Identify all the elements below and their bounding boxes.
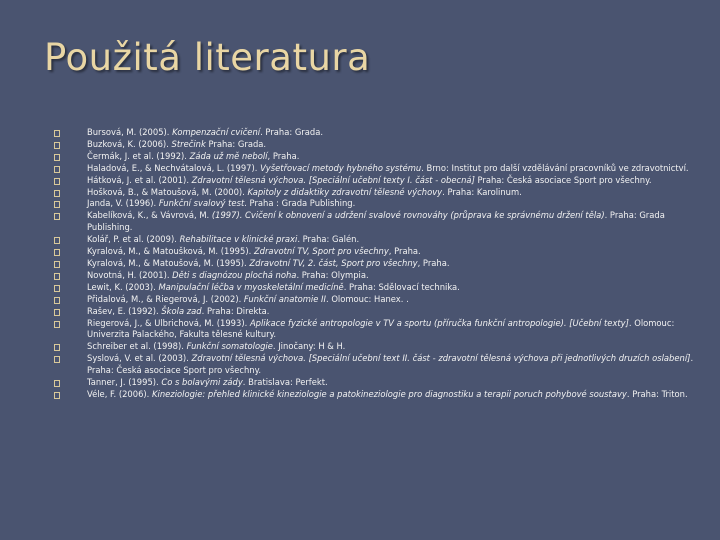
reference-text xyxy=(87,258,694,270)
reference-publisher: . Praha: Grada Publishing. xyxy=(87,210,665,233)
reference-publisher: . Praha: Olympia. xyxy=(296,269,369,280)
reference-author-year: Syslová, V. et al. (2003). xyxy=(87,353,192,364)
list-item xyxy=(54,246,694,258)
square-bullet-icon xyxy=(54,130,60,137)
reference-title: Funkční svalový test xyxy=(158,198,245,209)
square-bullet-icon xyxy=(54,166,60,173)
square-bullet-icon xyxy=(54,237,60,244)
reference-author-year: Janda, V. (1996). xyxy=(87,198,159,209)
reference-title: Zdravotní tělesná výchova. [Speciální učební texty I. část - obecná] xyxy=(191,174,475,185)
reference-author-year: Kyralová, M., & Matoušová, M. (1995). xyxy=(87,257,250,268)
list-item xyxy=(54,258,694,270)
reference-title: Škola zad xyxy=(161,305,202,316)
reference-title: Rehabilitace v klinické praxi xyxy=(179,234,298,245)
reference-title: Vyšetřovací metody hybného systému xyxy=(260,162,422,173)
reference-author-year: Buzková, K. (2006). xyxy=(87,138,172,149)
reference-author-year: Schreiber et al. (1998). xyxy=(87,341,187,352)
reference-publisher: Praha: Grada. xyxy=(205,138,267,149)
list-item xyxy=(54,198,694,210)
reference-text xyxy=(87,127,694,139)
reference-author-year: Véle, F. (2006). xyxy=(87,388,153,399)
square-bullet-icon xyxy=(54,201,60,208)
list-item xyxy=(54,234,694,246)
reference-title: Kapitoly z didaktiky zdravotní tělesné výchovy xyxy=(247,186,443,197)
reference-text xyxy=(87,341,694,353)
reference-author-year: Novotná, H. (2001). xyxy=(87,269,173,280)
page-title: Použitá literatura xyxy=(44,36,371,79)
reference-author-year: Haladová, E., & Nechvátalová, L. (1997). xyxy=(87,162,261,173)
reference-text xyxy=(87,377,694,389)
reference-publisher: , Praha. xyxy=(267,150,300,161)
list-item xyxy=(54,306,694,318)
reference-title: Strečink xyxy=(171,138,206,149)
reference-text xyxy=(87,151,694,163)
reference-publisher: . Olomouc: Hanex. . xyxy=(326,293,409,304)
square-bullet-icon xyxy=(54,380,60,387)
reference-title: Kompenzační cvičení xyxy=(172,127,261,137)
square-bullet-icon xyxy=(54,154,60,161)
reference-publisher: . Praha : Grada Publishing. xyxy=(244,198,356,209)
reference-publisher: . Praha: Galén. xyxy=(297,234,360,245)
reference-title: Manipulační léčba v myoskeletální medicíně xyxy=(158,281,344,292)
reference-text xyxy=(87,187,694,199)
reference-text xyxy=(87,175,694,187)
reference-publisher: . Jinočany: H & H. xyxy=(272,341,346,352)
square-bullet-icon xyxy=(54,344,60,351)
square-bullet-icon xyxy=(54,213,60,220)
reference-text xyxy=(87,294,694,306)
list-item xyxy=(54,163,694,175)
reference-title: Co s bolavými zády xyxy=(161,377,243,388)
reference-author-year: Lewit, K. (2003). xyxy=(87,281,159,292)
list-item xyxy=(54,294,694,306)
list-item xyxy=(54,377,694,389)
list-item xyxy=(54,318,694,342)
reference-text xyxy=(87,210,694,234)
list-item xyxy=(54,282,694,294)
reference-text xyxy=(87,163,694,175)
reference-publisher: . Praha: Triton. xyxy=(626,388,688,399)
reference-title: Děti s diagnózou plochá noha xyxy=(172,269,297,280)
reference-publisher: . Olomouc: Univerzita Palackého, Fakulta tělesné kultury. xyxy=(87,317,675,340)
reference-title: Funkční anatomie II xyxy=(243,293,326,304)
reference-publisher: , Praha. xyxy=(417,257,450,268)
reference-author-year: Kyralová, M., & Matoušková, M. (1995). xyxy=(87,246,254,257)
reference-publisher: Praha: Česká asociace Sport pro všechny. xyxy=(474,174,652,185)
square-bullet-icon xyxy=(54,356,60,363)
list-item xyxy=(54,139,694,151)
reference-title: Zdravotní tělesná výchova. [Speciální učební text II. část - zdravotní tělesná výchova při jednotlivých druzích oslabení] xyxy=(191,353,691,364)
square-bullet-icon xyxy=(54,285,60,292)
square-bullet-icon xyxy=(54,297,60,304)
reference-author-year: Riegerová, J., & Ulbrichová, M. (1993). xyxy=(87,317,250,328)
square-bullet-icon xyxy=(54,261,60,268)
square-bullet-icon xyxy=(54,190,60,197)
list-item xyxy=(54,151,694,163)
reference-title: Kineziologie: přehled klinické kineziologie a patokineziologie pro diagnostiku a terapii poruch pohybové soustavy xyxy=(152,388,627,399)
reference-publisher: . Praha: Karolinum. xyxy=(442,186,522,197)
reference-title: Funkční somatologie xyxy=(186,341,273,352)
square-bullet-icon xyxy=(54,321,60,328)
list-item xyxy=(54,210,694,234)
list-item xyxy=(54,353,694,377)
reference-publisher: , Praha. xyxy=(388,246,421,257)
square-bullet-icon xyxy=(54,249,60,256)
reference-title: Zdravotní TV, Sport pro všechny xyxy=(253,246,389,257)
reference-text xyxy=(87,353,694,377)
reference-title: Aplikace fyzické antropologie v TV a sportu (příručka funkční antropologie). [Učební texty] xyxy=(249,317,629,328)
reference-author-year: Kolář, P. et al. (2009). xyxy=(87,234,180,245)
square-bullet-icon xyxy=(54,309,60,316)
reference-publisher: . Praha: Grada. xyxy=(260,127,323,137)
reference-author-year: Hošková, B., & Matoušová, M. (2000). xyxy=(87,186,248,197)
reference-author-year: Hátková, J. et al. (2001). xyxy=(87,174,192,185)
square-bullet-icon xyxy=(54,392,60,399)
list-item xyxy=(54,389,694,401)
reference-text xyxy=(87,282,694,294)
reference-author-year: Rašev, E. (1992). xyxy=(87,305,162,316)
reference-author-year: Čermák, J. et al. (1992). xyxy=(87,150,190,161)
reference-text xyxy=(87,198,694,210)
reference-publisher: . Praha: Česká asociace Sport pro všechny. xyxy=(87,353,694,376)
reference-text xyxy=(87,139,694,151)
reference-publisher: . Bratislava: Perfekt. xyxy=(242,377,328,388)
reference-author-year: Bursová, M. (2005). xyxy=(87,127,173,137)
list-item xyxy=(54,341,694,353)
square-bullet-icon xyxy=(54,178,60,185)
reference-author-year: Tanner, J. (1995). xyxy=(87,377,162,388)
reference-author-year: Kabelíková, K., & Vávrová, M. xyxy=(87,210,212,221)
list-item xyxy=(54,175,694,187)
reference-author-year: Přidalová, M., & Riegerová, J. (2002). xyxy=(87,293,244,304)
list-item xyxy=(54,187,694,199)
reference-title: Záda už mě nebolí xyxy=(189,150,268,161)
square-bullet-icon xyxy=(54,142,60,149)
reference-publisher: . Brno: Institut pro další vzdělávání pracovníků ve zdravotnictví. xyxy=(421,162,689,173)
reference-title: Zdravotní TV, 2. část, Sport pro všechny xyxy=(249,257,418,268)
reference-publisher: . Praha: Direkta. xyxy=(201,305,270,316)
reference-text xyxy=(87,389,694,401)
list-item xyxy=(54,127,694,139)
reference-text xyxy=(87,246,694,258)
reference-text xyxy=(87,270,694,282)
list-item xyxy=(54,270,694,282)
reference-title: (1997). Cvičení k obnovení a udržení svalové rovnováhy (průprava ke správnému držení těla) xyxy=(211,210,605,221)
reference-list xyxy=(54,127,694,401)
square-bullet-icon xyxy=(54,273,60,280)
reference-text xyxy=(87,306,694,318)
reference-text xyxy=(87,318,694,342)
reference-text xyxy=(87,234,694,246)
reference-publisher: . Praha: Sdělovací technika. xyxy=(343,281,460,292)
